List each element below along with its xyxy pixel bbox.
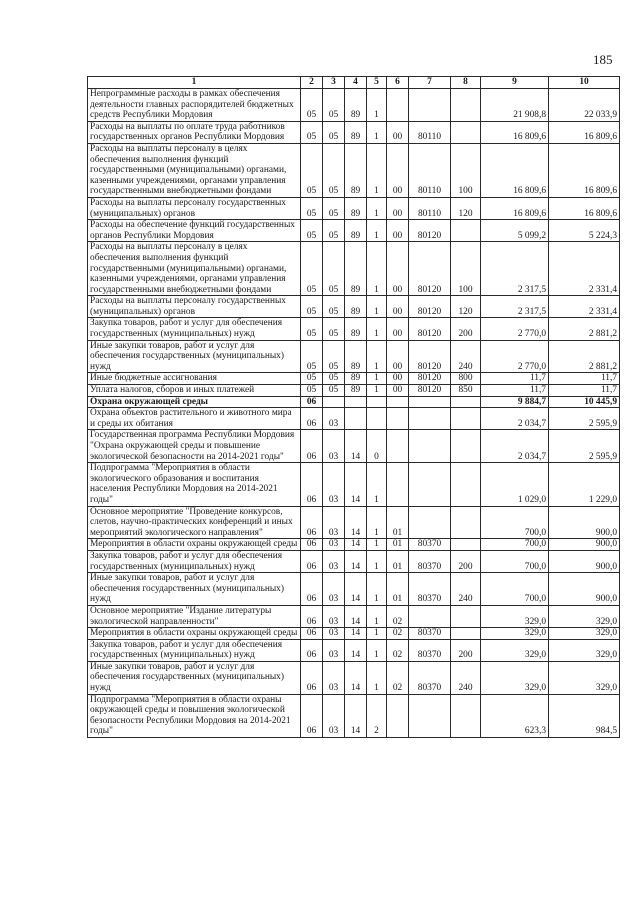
cell-col-2: 06 [301, 463, 323, 506]
cell-col-4: 89 [345, 340, 367, 373]
cell-col-8 [451, 539, 481, 551]
cell-col-5 [367, 396, 387, 408]
cell-col-9: 329,0 [481, 628, 549, 640]
table-row [88, 550, 620, 572]
cell-col-9: 9 884,7 [481, 396, 549, 408]
cell-col-3: 03 [323, 539, 345, 551]
cell-col-8: 120 [451, 296, 481, 318]
cell-col-7 [409, 89, 451, 122]
cell-col-7: 80120 [409, 340, 451, 373]
cell-col-4 [345, 408, 367, 430]
cell-col-10: 1 229,0 [549, 463, 620, 506]
cell-col-7: 80110 [409, 143, 451, 197]
cell-col-3: 05 [323, 242, 345, 296]
table-row [88, 463, 620, 506]
cell-col-5: 1 [367, 143, 387, 197]
table-row [88, 539, 620, 551]
table-row [88, 430, 620, 463]
cell-col-2: 06 [301, 430, 323, 463]
budget-table [87, 76, 620, 738]
row-name-cell: Иные закупки товаров, работ и услуг для обеспечения государственных (муниципальных) нужд [88, 573, 301, 606]
cell-col-6: 01 [387, 539, 409, 551]
cell-col-4: 89 [345, 89, 367, 122]
column-header-3: 3 [323, 77, 345, 89]
cell-col-2: 06 [301, 694, 323, 737]
cell-col-2: 05 [301, 318, 323, 340]
cell-col-7: 80120 [409, 220, 451, 242]
row-name-cell: Основное мероприятие "Издание литературы экологической направленности" [88, 605, 301, 627]
table-row [88, 639, 620, 661]
cell-col-10: 16 809,6 [549, 197, 620, 219]
cell-col-9: 2 034,7 [481, 430, 549, 463]
cell-col-10: 16 809,6 [549, 143, 620, 197]
cell-col-8 [451, 396, 481, 408]
cell-col-8: 100 [451, 143, 481, 197]
row-name-cell: Расходы на выплаты персоналу в целях обеспечения выполнения функций государственными (муниципальными) органами, казенными учреждениями, органами управления государственными внебюджетными фондами [88, 143, 301, 197]
cell-col-9: 16 809,6 [481, 197, 549, 219]
cell-col-9: 623,3 [481, 694, 549, 737]
column-header-9: 9 [481, 77, 549, 89]
table-row [88, 220, 620, 242]
cell-col-8 [451, 89, 481, 122]
cell-col-5: 0 [367, 430, 387, 463]
table-row [88, 373, 620, 385]
cell-col-6: 02 [387, 605, 409, 627]
cell-col-6 [387, 694, 409, 737]
cell-col-6: 00 [387, 220, 409, 242]
cell-col-9: 5 099,2 [481, 220, 549, 242]
cell-col-5: 1 [367, 539, 387, 551]
cell-col-6 [387, 89, 409, 122]
cell-col-6: 00 [387, 385, 409, 397]
cell-col-5: 1 [367, 121, 387, 143]
cell-col-6 [387, 463, 409, 506]
table-row [88, 661, 620, 694]
cell-col-6: 02 [387, 639, 409, 661]
cell-col-4: 89 [345, 373, 367, 385]
cell-col-4: 89 [345, 242, 367, 296]
cell-col-10: 329,0 [549, 605, 620, 627]
cell-col-9: 700,0 [481, 506, 549, 539]
cell-col-7: 80370 [409, 639, 451, 661]
cell-col-9: 21 908,8 [481, 89, 549, 122]
cell-col-2: 06 [301, 550, 323, 572]
cell-col-3: 05 [323, 340, 345, 373]
cell-col-4: 89 [345, 220, 367, 242]
cell-col-9: 329,0 [481, 605, 549, 627]
cell-col-5: 2 [367, 694, 387, 737]
column-header-1: 1 [88, 77, 301, 89]
cell-col-6: 02 [387, 661, 409, 694]
cell-col-5: 1 [367, 550, 387, 572]
cell-col-4: 89 [345, 197, 367, 219]
cell-col-3: 05 [323, 373, 345, 385]
cell-col-6 [387, 408, 409, 430]
cell-col-9: 2 317,5 [481, 296, 549, 318]
column-header-10: 10 [549, 77, 620, 89]
cell-col-6: 01 [387, 506, 409, 539]
cell-col-7: 80120 [409, 373, 451, 385]
cell-col-8 [451, 430, 481, 463]
cell-col-3: 03 [323, 408, 345, 430]
cell-col-8: 240 [451, 573, 481, 606]
cell-col-8: 240 [451, 661, 481, 694]
cell-col-6: 00 [387, 242, 409, 296]
cell-col-9: 16 809,6 [481, 121, 549, 143]
row-name-cell: Закупка товаров, работ и услуг для обеспечения государственных (муниципальных) нужд [88, 550, 301, 572]
cell-col-8 [451, 463, 481, 506]
cell-col-5: 1 [367, 242, 387, 296]
cell-col-4 [345, 396, 367, 408]
table-row [88, 408, 620, 430]
cell-col-7 [409, 408, 451, 430]
cell-col-10: 11,7 [549, 373, 620, 385]
cell-col-2: 05 [301, 220, 323, 242]
row-name-cell: Расходы на выплаты персоналу в целях обеспечения выполнения функций государственными (муниципальными) органами, казенными учреждениями, органами управления государственными внебюджетными фондами [88, 242, 301, 296]
cell-col-4: 14 [345, 661, 367, 694]
table-row [88, 385, 620, 397]
cell-col-9: 16 809,6 [481, 143, 549, 197]
cell-col-7: 80110 [409, 197, 451, 219]
cell-col-5: 1 [367, 197, 387, 219]
cell-col-8 [451, 220, 481, 242]
cell-col-5: 1 [367, 463, 387, 506]
cell-col-7 [409, 694, 451, 737]
cell-col-10: 16 809,6 [549, 121, 620, 143]
cell-col-5: 1 [367, 605, 387, 627]
cell-col-5: 1 [367, 318, 387, 340]
row-name-cell: Иные закупки товаров, работ и услуг для обеспечения государственных (муниципальных) нужд [88, 340, 301, 373]
row-name-cell: Основное мероприятие "Проведение конкурсов, слетов, научно-практических конференций и иных мероприятий экологического направления" [88, 506, 301, 539]
cell-col-10: 900,0 [549, 506, 620, 539]
cell-col-6: 02 [387, 628, 409, 640]
cell-col-3: 05 [323, 385, 345, 397]
cell-col-10: 11,7 [549, 385, 620, 397]
cell-col-2: 05 [301, 373, 323, 385]
cell-col-4: 14 [345, 628, 367, 640]
cell-col-7 [409, 605, 451, 627]
cell-col-5: 1 [367, 628, 387, 640]
cell-col-3: 03 [323, 605, 345, 627]
cell-col-3: 03 [323, 661, 345, 694]
table-row [88, 573, 620, 606]
column-header-6: 6 [387, 77, 409, 89]
cell-col-2: 06 [301, 573, 323, 606]
cell-col-3: 03 [323, 506, 345, 539]
row-name-cell: Охрана окружающей среды [88, 396, 301, 408]
row-name-cell: Иные бюджетные ассигнования [88, 373, 301, 385]
row-name-cell: Охрана объектов растительного и животного мира и среды их обитания [88, 408, 301, 430]
row-name-cell: Подпрограмма "Мероприятия в области экологического образования и воспитания населения Республики Мордовия на 2014-2021 годы" [88, 463, 301, 506]
cell-col-6: 01 [387, 573, 409, 606]
cell-col-7 [409, 463, 451, 506]
row-name-cell: Мероприятия в области охраны окружающей среды [88, 628, 301, 640]
row-name-cell: Расходы на выплаты персоналу государственных (муниципальных) органов [88, 197, 301, 219]
cell-col-7: 80120 [409, 385, 451, 397]
row-name-cell: Мероприятия в области охраны окружающей среды [88, 539, 301, 551]
column-header-7: 7 [409, 77, 451, 89]
row-name-cell: Подпрограмма "Мероприятия в области охраны окружающей среды и повышения экологической безопасности Республики Мордовия на 2014-2021 годы" [88, 694, 301, 737]
cell-col-2: 06 [301, 639, 323, 661]
cell-col-3: 05 [323, 121, 345, 143]
cell-col-4: 14 [345, 430, 367, 463]
cell-col-7: 80370 [409, 661, 451, 694]
cell-col-8: 200 [451, 318, 481, 340]
cell-col-5: 1 [367, 340, 387, 373]
cell-col-7: 80370 [409, 573, 451, 606]
cell-col-10: 900,0 [549, 550, 620, 572]
cell-col-2: 05 [301, 143, 323, 197]
table-row [88, 340, 620, 373]
row-name-cell: Расходы на выплаты по оплате труда работников государственных органов Республики Мордовия [88, 121, 301, 143]
cell-col-10: 2 595,9 [549, 408, 620, 430]
row-name-cell: Расходы на выплаты персоналу государственных (муниципальных) органов [88, 296, 301, 318]
cell-col-2: 06 [301, 396, 323, 408]
row-name-cell: Государственная программа Республики Мордовия "Охрана окружающей среды и повышение экологической безопасности на 2014-2021 годы" [88, 430, 301, 463]
cell-col-3: 05 [323, 143, 345, 197]
row-name-cell: Уплата налогов, сборов и иных платежей [88, 385, 301, 397]
table-row [88, 694, 620, 737]
cell-col-4: 89 [345, 143, 367, 197]
cell-col-5 [367, 408, 387, 430]
cell-col-2: 06 [301, 628, 323, 640]
cell-col-6: 00 [387, 143, 409, 197]
cell-col-3: 03 [323, 628, 345, 640]
cell-col-2: 06 [301, 661, 323, 694]
table-row [88, 121, 620, 143]
cell-col-10: 900,0 [549, 573, 620, 606]
cell-col-9: 700,0 [481, 550, 549, 572]
cell-col-5: 1 [367, 89, 387, 122]
table-row [88, 628, 620, 640]
row-name-cell: Расходы на обеспечение функций государственных органов Республики Мордовия [88, 220, 301, 242]
table-row [88, 506, 620, 539]
cell-col-4: 89 [345, 296, 367, 318]
cell-col-2: 05 [301, 340, 323, 373]
cell-col-9: 2 770,0 [481, 340, 549, 373]
cell-col-10: 2 881,2 [549, 340, 620, 373]
row-name-cell: Закупка товаров, работ и услуг для обеспечения государственных (муниципальных) нужд [88, 639, 301, 661]
cell-col-3: 05 [323, 296, 345, 318]
column-header-4: 4 [345, 77, 367, 89]
cell-col-6: 00 [387, 373, 409, 385]
cell-col-7: 80120 [409, 242, 451, 296]
row-name-cell: Непрограммные расходы в рамках обеспечения деятельности главных распорядителей бюджетных средств Республики Мордовия [88, 89, 301, 122]
cell-col-10: 329,0 [549, 661, 620, 694]
cell-col-8 [451, 121, 481, 143]
cell-col-2: 06 [301, 605, 323, 627]
cell-col-8: 240 [451, 340, 481, 373]
cell-col-2: 06 [301, 539, 323, 551]
cell-col-10: 2 595,9 [549, 430, 620, 463]
cell-col-3: 03 [323, 463, 345, 506]
cell-col-3: 05 [323, 318, 345, 340]
cell-col-7: 80120 [409, 296, 451, 318]
cell-col-9: 329,0 [481, 639, 549, 661]
cell-col-9: 11,7 [481, 385, 549, 397]
cell-col-5: 1 [367, 506, 387, 539]
cell-col-9: 2 034,7 [481, 408, 549, 430]
cell-col-8 [451, 506, 481, 539]
cell-col-2: 06 [301, 408, 323, 430]
cell-col-7: 80370 [409, 550, 451, 572]
cell-col-9: 700,0 [481, 539, 549, 551]
cell-col-8: 200 [451, 550, 481, 572]
cell-col-3: 05 [323, 220, 345, 242]
cell-col-7: 80370 [409, 539, 451, 551]
table-row [88, 296, 620, 318]
cell-col-6: 00 [387, 340, 409, 373]
cell-col-7: 80120 [409, 318, 451, 340]
cell-col-2: 05 [301, 385, 323, 397]
cell-col-4: 89 [345, 121, 367, 143]
cell-col-3 [323, 396, 345, 408]
cell-col-5: 1 [367, 573, 387, 606]
cell-col-5: 1 [367, 385, 387, 397]
cell-col-5: 1 [367, 373, 387, 385]
cell-col-2: 05 [301, 121, 323, 143]
cell-col-3: 03 [323, 694, 345, 737]
cell-col-6: 00 [387, 197, 409, 219]
cell-col-7 [409, 506, 451, 539]
cell-col-3: 05 [323, 197, 345, 219]
cell-col-9: 2 770,0 [481, 318, 549, 340]
cell-col-3: 03 [323, 573, 345, 606]
cell-col-10: 2 331,4 [549, 242, 620, 296]
column-header-2: 2 [301, 77, 323, 89]
cell-col-8 [451, 408, 481, 430]
cell-col-4: 14 [345, 463, 367, 506]
cell-col-10: 329,0 [549, 639, 620, 661]
cell-col-5: 1 [367, 661, 387, 694]
cell-col-8: 120 [451, 197, 481, 219]
cell-col-10: 10 445,9 [549, 396, 620, 408]
cell-col-6: 00 [387, 318, 409, 340]
cell-col-10: 22 033,9 [549, 89, 620, 122]
cell-col-9: 2 317,5 [481, 242, 549, 296]
cell-col-2: 05 [301, 197, 323, 219]
cell-col-2: 06 [301, 506, 323, 539]
table-header-row [88, 77, 620, 89]
page-number: 185 [593, 52, 613, 67]
cell-col-6 [387, 430, 409, 463]
row-name-cell: Иные закупки товаров, работ и услуг для обеспечения государственных (муниципальных) нужд [88, 661, 301, 694]
cell-col-8 [451, 628, 481, 640]
cell-col-10: 2 331,4 [549, 296, 620, 318]
cell-col-8: 100 [451, 242, 481, 296]
cell-col-8: 200 [451, 639, 481, 661]
cell-col-4: 14 [345, 539, 367, 551]
cell-col-3: 05 [323, 89, 345, 122]
cell-col-3: 03 [323, 550, 345, 572]
cell-col-9: 700,0 [481, 573, 549, 606]
cell-col-10: 984,5 [549, 694, 620, 737]
table-row [88, 396, 620, 408]
cell-col-6: 00 [387, 296, 409, 318]
cell-col-9: 329,0 [481, 661, 549, 694]
table-row [88, 318, 620, 340]
table-row [88, 242, 620, 296]
cell-col-10: 900,0 [549, 539, 620, 551]
row-name-cell: Закупка товаров, работ и услуг для обеспечения государственных (муниципальных) нужд [88, 318, 301, 340]
column-header-8: 8 [451, 77, 481, 89]
table-row [88, 605, 620, 627]
table-row [88, 89, 620, 122]
cell-col-4: 14 [345, 573, 367, 606]
cell-col-5: 1 [367, 296, 387, 318]
cell-col-4: 14 [345, 694, 367, 737]
cell-col-10: 329,0 [549, 628, 620, 640]
cell-col-7: 80110 [409, 121, 451, 143]
cell-col-10: 2 881,2 [549, 318, 620, 340]
cell-col-4: 14 [345, 550, 367, 572]
cell-col-8: 800 [451, 373, 481, 385]
table-row [88, 197, 620, 219]
cell-col-10: 5 224,3 [549, 220, 620, 242]
cell-col-6 [387, 396, 409, 408]
cell-col-4: 89 [345, 318, 367, 340]
cell-col-2: 05 [301, 296, 323, 318]
cell-col-9: 11,7 [481, 373, 549, 385]
cell-col-8: 850 [451, 385, 481, 397]
cell-col-3: 03 [323, 639, 345, 661]
cell-col-5: 1 [367, 220, 387, 242]
cell-col-7 [409, 430, 451, 463]
cell-col-4: 89 [345, 385, 367, 397]
cell-col-6: 00 [387, 121, 409, 143]
cell-col-2: 05 [301, 89, 323, 122]
cell-col-4: 14 [345, 639, 367, 661]
column-header-5: 5 [367, 77, 387, 89]
cell-col-2: 05 [301, 242, 323, 296]
cell-col-5: 1 [367, 639, 387, 661]
cell-col-8 [451, 694, 481, 737]
cell-col-3: 03 [323, 430, 345, 463]
cell-col-4: 14 [345, 605, 367, 627]
cell-col-7 [409, 396, 451, 408]
cell-col-8 [451, 605, 481, 627]
cell-col-7: 80370 [409, 628, 451, 640]
cell-col-4: 14 [345, 506, 367, 539]
cell-col-6: 01 [387, 550, 409, 572]
cell-col-9: 1 029,0 [481, 463, 549, 506]
table-row [88, 143, 620, 197]
